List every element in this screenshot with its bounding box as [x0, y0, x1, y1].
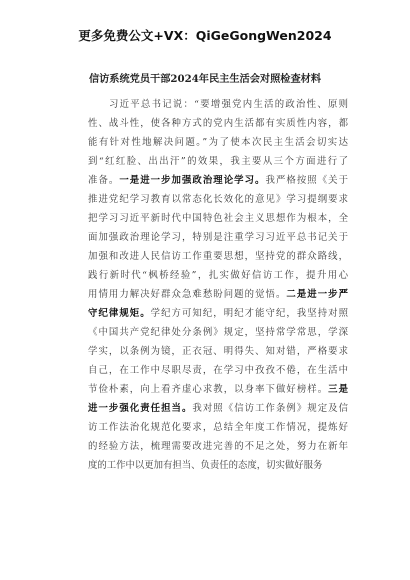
bold-heading-text: 守纪律规矩。	[88, 308, 151, 319]
body-line	[88, 380, 348, 399]
body-text: 性、战斗性，使各种方式的党内生活都有实质性内容，都	[88, 118, 348, 129]
body-text: 度的工作中以更加有担当、负责任的态度，切实做好服务	[88, 460, 323, 471]
body-line	[88, 171, 348, 190]
body-line	[88, 342, 348, 361]
body-line	[88, 209, 348, 228]
body-text: 把学习习近平新时代中国特色社会主义思想作为根本，全	[88, 213, 348, 224]
body-text: 践行新时代“枫桥经验”，扎实做好信访工作，提升用心	[88, 270, 348, 281]
body-line	[88, 456, 348, 475]
body-text: 《中国共产党纪律处分条例》规定，坚持常学常思，学深	[88, 327, 348, 338]
body-text: 节俭朴素，向上看齐虚心求教，以身率下做好榜样。	[88, 384, 329, 395]
body-line	[88, 133, 348, 152]
body-text: 用情用力解决好群众急难愁盼问题的觉悟。	[88, 289, 287, 300]
body-line	[88, 304, 348, 323]
body-text: 我对照《信访工作条例》规定及信	[192, 403, 348, 414]
document-body	[88, 95, 348, 475]
body-line	[88, 247, 348, 266]
body-text: 加强和改进人民信访工作重要思想，坚持党的群众路线，	[88, 251, 348, 262]
body-line	[88, 152, 348, 171]
body-line	[88, 323, 348, 342]
body-text: 习近平总书记说：“要增强党内生活的政治性、原则	[109, 99, 348, 110]
body-text: 推进党纪学习教育以常态化长效化的意见》学习提纲要求	[88, 194, 348, 205]
body-line	[88, 437, 348, 456]
body-text: 到“红红脸、出出汗”的效果，我主要从三个方面进行了	[88, 156, 348, 167]
body-line	[88, 114, 348, 133]
body-text: 能有针对性地解决问题。”为了使本次民主生活会切实达	[88, 137, 348, 148]
document-title: 信访系统党员干部2024年民主生活会对照检查材料	[88, 73, 322, 85]
bold-heading-text: 三是	[328, 384, 348, 395]
body-line	[88, 190, 348, 209]
body-line	[88, 95, 348, 114]
body-line	[88, 228, 348, 247]
page-header: 更多免费公文+VX：QiGeGongWen2024	[78, 28, 332, 43]
body-text: 我严格按照《关于	[265, 175, 348, 186]
body-line	[88, 418, 348, 437]
body-text: 学实，以条例为镜，正衣冠、明得失、知对错，严格要求	[88, 346, 348, 357]
body-text: 自己，在工作中尽职尽责，在学习中孜孜不倦，在生活中	[88, 365, 348, 376]
bold-heading-text: 进一步强化责任担当。	[88, 403, 193, 414]
body-text: 学纪方可知纪，明纪才能守纪，我坚持对照	[150, 308, 348, 319]
body-text: 准备。	[88, 175, 120, 186]
bold-heading-text: 一是进一步加强政治理论学习。	[119, 175, 266, 186]
body-text: 访工作法治化规范化要求，总结全年度工作情况，提炼好	[88, 422, 348, 433]
body-text: 的经验方法，梳理需要改进完善的不足之处，努力在新年	[88, 441, 348, 452]
body-line	[88, 285, 348, 304]
body-line	[88, 361, 348, 380]
body-text: 面加强政治理论学习，特别是注重学习习近平总书记关于	[88, 232, 348, 243]
bold-heading-text: 二是进一步严	[286, 289, 348, 300]
body-line	[88, 266, 348, 285]
body-line	[88, 399, 348, 418]
